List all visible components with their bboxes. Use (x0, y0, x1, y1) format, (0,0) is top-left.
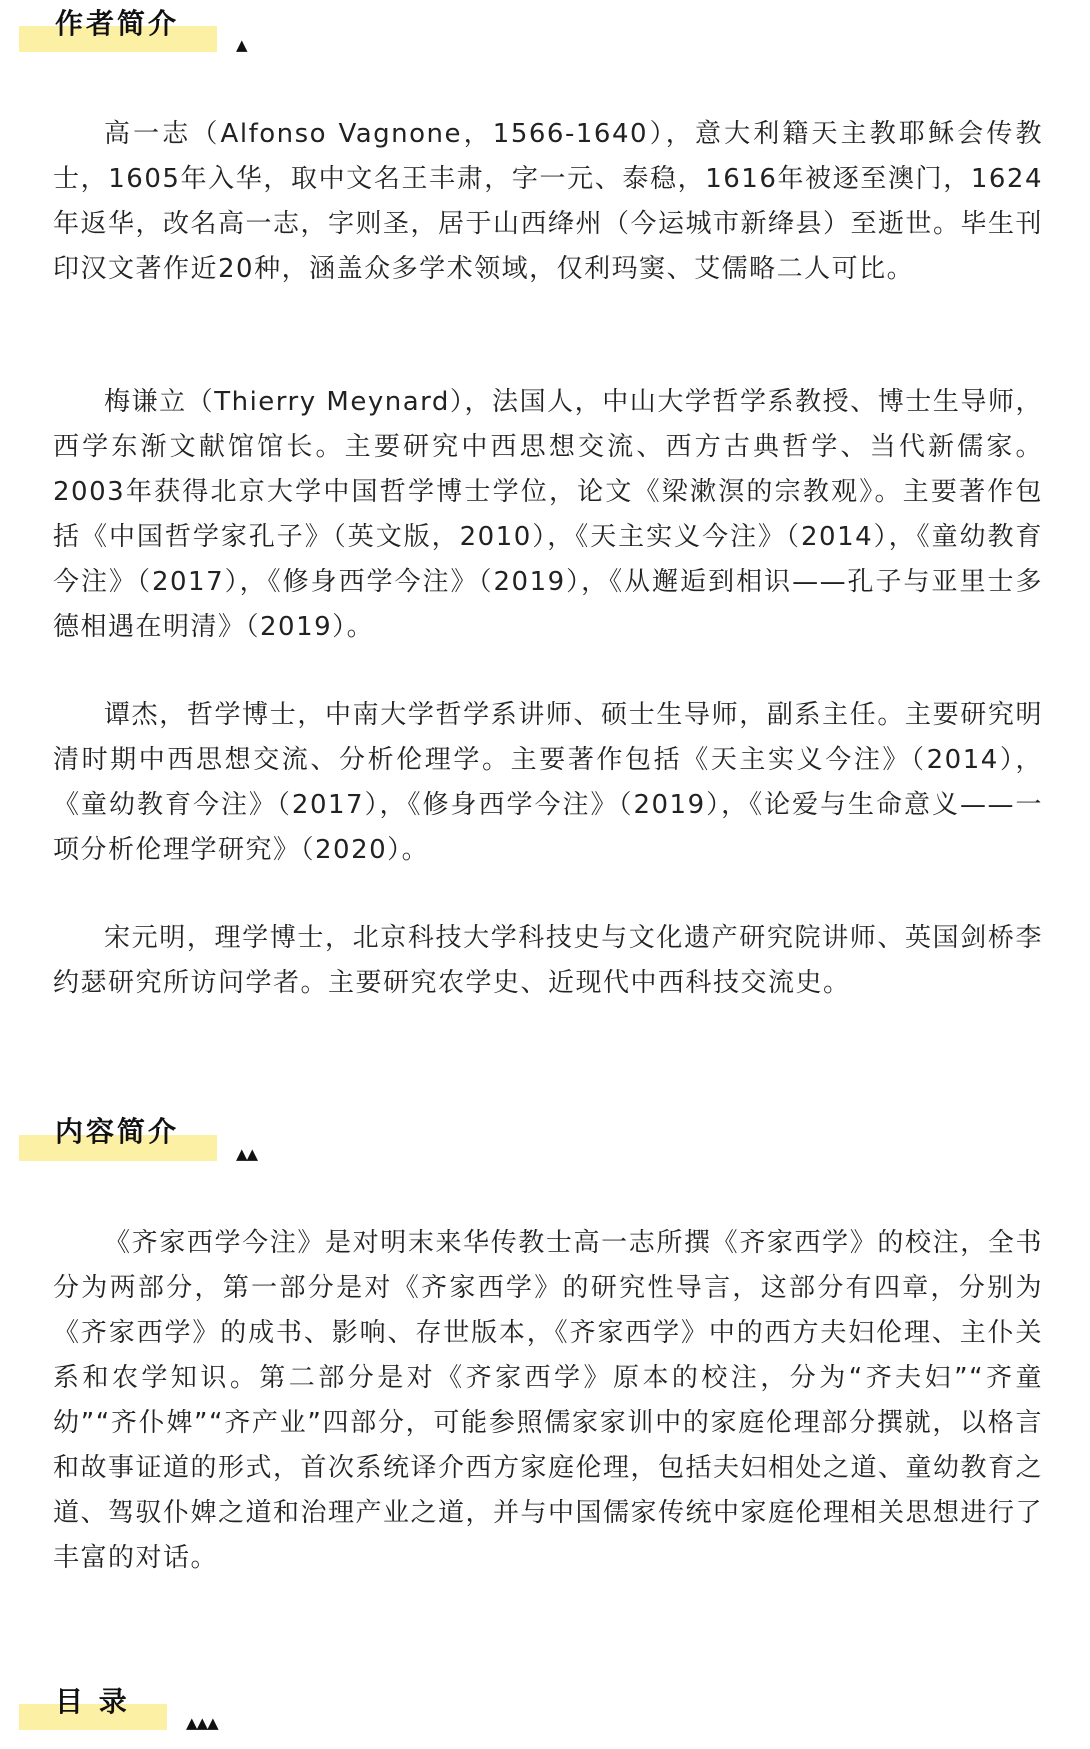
author-bio-tan-jie: 谭杰，哲学博士，中南大学哲学系讲师、硕士生导师，副系主任。主要研究明清时期中西思想交流、分析伦理学。主要著作包括《天主实义今注》（2014），《童幼教育今注》（2017），《修身西学今注》（2019），《论爱与生命意义——一项分析伦理学研究》（2020）。 (53, 700, 1043, 865)
triangle-marker-icon: ▲▲ (236, 1145, 258, 1163)
content-summary: 《齐家西学今注》是对明末来华传教士高一志所撰《齐家西学》的校注，全书分为两部分，第一部分是对《齐家西学》的研究性导言，这部分有四章，分别为《齐家西学》的成书、影响、存世版本，《齐家西学》中的西方夫妇伦理、主仆关系和农学知识。第二部分是对《齐家西学》原本的校注，分为“齐夫妇”“齐童幼”“齐仆婢”“齐产业”四部分，可能参照儒家家训中的家庭伦理部分撰就，以格言和故事证道的形式，首次系统译介西方家庭伦理，包括夫妇相处之道、童幼教育之道、驾驭仆婢之道和治理产业之道，并与中国儒家传统中家庭伦理相关思想进行了丰富的对话。 (53, 1228, 1044, 1573)
author-bio-mei-qianli: 梅谦立（Thierry Meynard），法国人，中山大学哲学系教授、博士生导师，西学东渐文献馆馆长。主要研究中西思想交流、西方古典哲学、当代新儒家。2003年获得北京大学中国哲学博士学位，论文《梁漱溟的宗教观》。主要著作包括《中国哲学家孔子》（英文版，2010），《天主实义今注》（2014），《童幼教育今注》（2017），《修身西学今注》（2019），《从邂逅到相识——孔子与亚里士多德相遇在明清》（2019）。 (53, 387, 1043, 642)
author-bio-gao-yizhi: 高一志（Alfonso Vagnone，1566-1640），意大利籍天主教耶稣会传教士，1605年入华，取中文名王丰肃，字一元、泰稳，1616年被逐至澳门，1624年返华，改名高一志，字则圣，居于山西绛州（今运城市新绛县）至逝世。毕生刊印汉文著作近20种，涵盖众多学术领域，仅利玛窦、艾儒略二人可比。 (53, 119, 1044, 284)
section-title-toc: 目 录 (55, 1685, 130, 1718)
section-title-content: 内容简介 (55, 1115, 180, 1148)
author-bio-song-yuanming: 宋元明，理学博士，北京科技大学科技史与文化遗产研究院讲师、英国剑桥李约瑟研究所访问学者。主要研究农学史、近现代中西科技交流史。 (53, 923, 1043, 998)
triangle-marker-icon: ▲ (236, 36, 247, 54)
section-title-authors: 作者简介 (55, 7, 180, 40)
triangle-marker-icon: ▲▲▲ (186, 1714, 218, 1732)
